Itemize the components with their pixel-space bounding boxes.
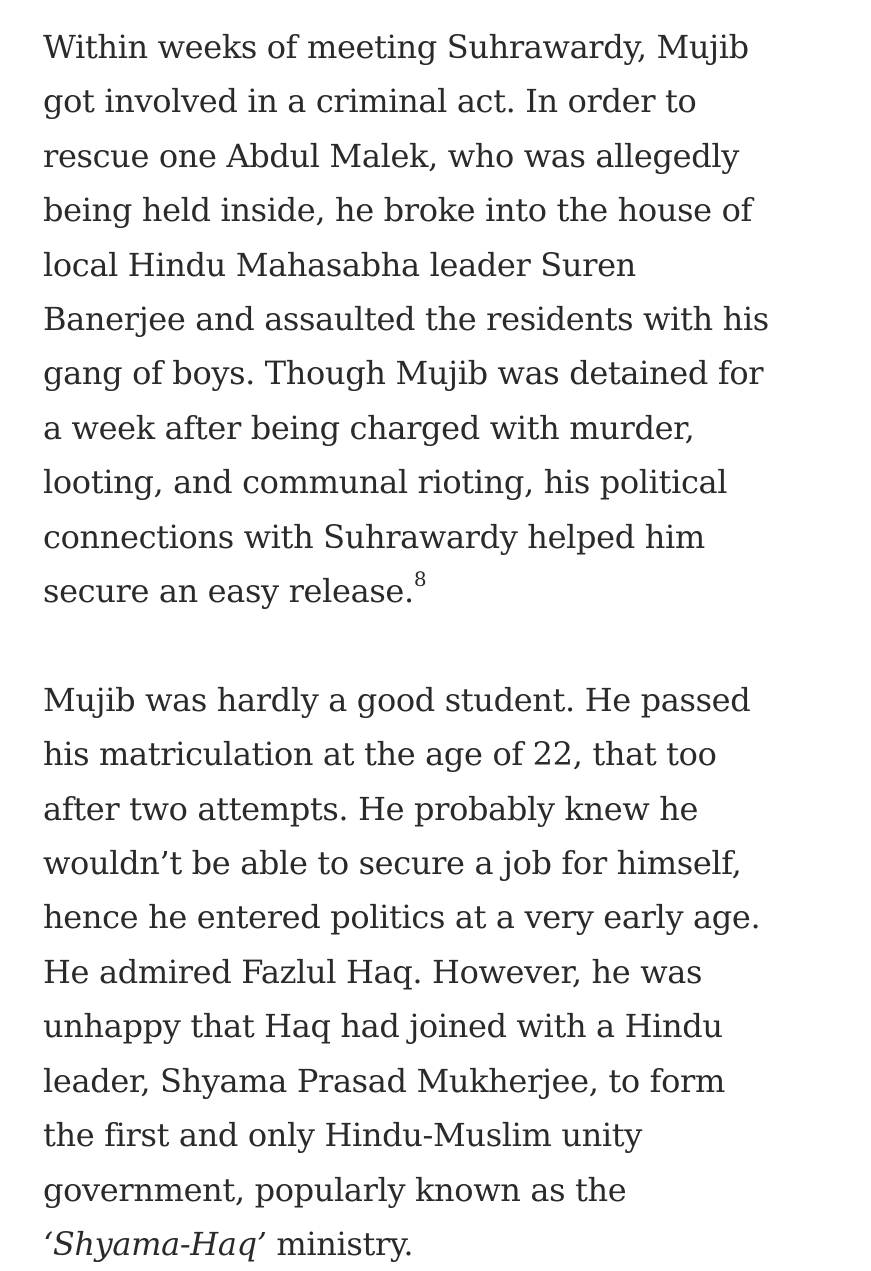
text-line: Mujib was hardly a good student. He passed (43, 680, 751, 719)
text-segment: secure an easy release. (43, 572, 414, 611)
text-segment: ministry. (266, 1224, 414, 1263)
text-line: Banerjee and assaulted the residents with his (43, 300, 769, 339)
text-line-last (43, 564, 843, 618)
text-line: a week after being charged with murder, (43, 408, 695, 447)
text-line: looting, and communal rioting, his political (43, 463, 728, 502)
paragraph-spacer (43, 618, 843, 672)
text-line: his matriculation at the age of 22, that too (43, 735, 717, 774)
text-line: leader, Shyama Prasad Mukherjee, to form (43, 1061, 725, 1100)
text-line: local Hindu Mahasabha leader Suren (43, 245, 636, 284)
text-line: after two attempts. He probably knew he (43, 789, 699, 828)
italic-ministry-name: ‘Shyama-Haq’ (43, 1224, 267, 1263)
text-line: got involved in a criminal act. In order to (43, 82, 697, 121)
text-line: Within weeks of meeting Suhrawardy, Mujib (43, 28, 749, 66)
text-line: He admired Fazlul Haq. However, he was (43, 952, 703, 991)
text-line: the first and only Hindu-Muslim unity (43, 1116, 642, 1155)
article-body (43, 20, 843, 1271)
text-line: gang of boys. Though Mujib was detained for (43, 354, 764, 393)
text-line: being held inside, he broke into the house of (43, 191, 752, 230)
text-line-last (43, 1217, 843, 1271)
text-line: wouldn’t be able to secure a job for himself, (43, 844, 742, 883)
text-line: connections with Suhrawardy helped him (43, 517, 705, 556)
paragraph-student (43, 673, 843, 1271)
text-line: unhappy that Haq had joined with a Hindu (43, 1007, 723, 1046)
text-line: government, popularly known as the (43, 1170, 627, 1209)
paragraph-suhrawardy (43, 20, 843, 618)
footnote-marker: 8 (413, 567, 427, 592)
text-line: rescue one Abdul Malek, who was allegedly (43, 136, 739, 175)
text-line: hence he entered politics at a very early age. (43, 898, 761, 937)
